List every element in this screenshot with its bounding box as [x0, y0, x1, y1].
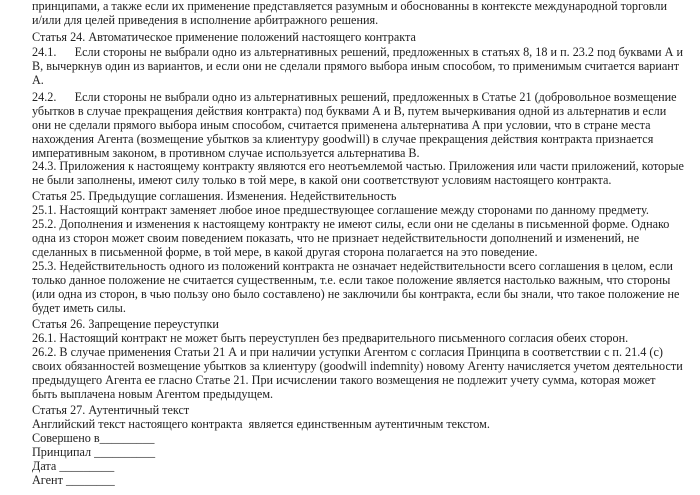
signature-principal-field: Принципал __________	[32, 445, 156, 459]
clause-24-2: они не сделали прямого выбора иным способом, считается применена альтернатива А при условии, что в стране места	[32, 118, 651, 132]
clause-25-3: будет иметь силы.	[32, 301, 126, 315]
paragraph-line: принципами, а также если их применение представляется разумным и обоснованны в контексте международной торговли	[32, 0, 667, 13]
clause-24-1: В, вычеркнув один из вариантов, и если они не сделали прямого выбора иным способом, то применимым считается вариант	[32, 59, 680, 73]
clause-27-text: Английский текст настоящего контракта является единственным аутентичным текстом.	[32, 417, 490, 431]
clause-25-2: 25.2. Дополнения и изменения к настоящему контракту не имеют силы, если они не сделаны в письменной форме. Однако	[32, 217, 670, 231]
signature-agent-field: Агент ________	[32, 473, 115, 487]
clause-26-1: 26.1. Настоящий контракт не может быть переуступлен без предварительного письменного согласия обеих сторон.	[32, 331, 629, 345]
clause-25-3: только данное положение не считается существенным, т.е. если такое положение является настолько важным, что стороны	[32, 273, 671, 287]
clause-24-1: 24.1. Если стороны не выбрали одно из альтернативных решений, предложенных в статьях 8, 18 и п. 23.2 под буквами А и	[32, 45, 683, 59]
clause-24-3: не были заполнены, имеют силу только в той мере, в какой они соответствуют условиям настоящего контракта.	[32, 173, 612, 187]
clause-26-2: быть выплачена новым Агентом предыдущем.	[32, 387, 274, 401]
clause-24-2: убытков в случае прекращения действия контракта) под буквами А и В, путем вычеркивания одной из альтернатив и если	[32, 104, 667, 118]
signature-date-field: Дата _________	[32, 459, 115, 473]
clause-24-3: 24.3. Приложения к настоящему контракту являются его неотъемлемой частью. Приложения или части приложений, которые	[32, 159, 684, 173]
clause-25-2: сделанных в письменной форме, в той мере, в какой другая сторона полагается на это поведение.	[32, 245, 538, 259]
clause-26-2: 26.2. В случае применения Статьи 21 А и при наличии уступки Агентом с согласия Принципа в соответствии с п. 21.4 (с)	[32, 345, 663, 359]
article-24-heading: Статья 24. Автоматическое применение положений настоящего контракта	[32, 30, 416, 44]
signature-place-field: Совершено в_________	[32, 431, 155, 445]
clause-24-2: императивным законом, в противном случае используется альтернатива В.	[32, 146, 420, 160]
clause-26-2: предыдущего Агента ее гласно Статье 21. При исчислении такого возмещения не подлежит учету сумма, которая может	[32, 373, 656, 387]
paragraph-line: и/или для целей приведения в исполнение арбитражного решения.	[32, 13, 379, 27]
clause-24-1: А.	[32, 73, 44, 87]
clause-24-2: нахождения Агента (возмещение убытков за клиентуру goodwill) в случае прекращения действия контракта признается	[32, 132, 654, 146]
clause-25-1: 25.1. Настоящий контракт заменяет любое иное предшествующее соглашение между сторонами по данному предмету.	[32, 203, 649, 217]
clause-25-3: 25.3. Недействительность одного из положений контракта не означает недействительности всего соглашения в целом, если	[32, 259, 673, 273]
article-27-heading: Статья 27. Аутентичный текст	[32, 403, 190, 417]
clause-25-2: одна из сторон может своим поведением показать, что не признает недействительности дополнений и изменений, не	[32, 231, 640, 245]
clause-26-2: своих обязанностей возмещение убытков за клиентуру (goodwill indemnity) новому Агенту начисляется учетом деятельности	[32, 359, 683, 373]
article-26-heading: Статья 26. Запрещение переуступки	[32, 317, 219, 331]
article-25-heading: Статья 25. Предыдущие соглашения. Изменения. Недействительность	[32, 189, 397, 203]
clause-24-2: 24.2. Если стороны не выбрали одно из альтернативных решений, предложенных в Статье 21 (добровольное возмещение	[32, 90, 677, 104]
clause-25-3: (или одна из сторон, в чью пользу оно было составлено) не заключили бы контракта, если бы знали, что такое положение не	[32, 287, 680, 301]
